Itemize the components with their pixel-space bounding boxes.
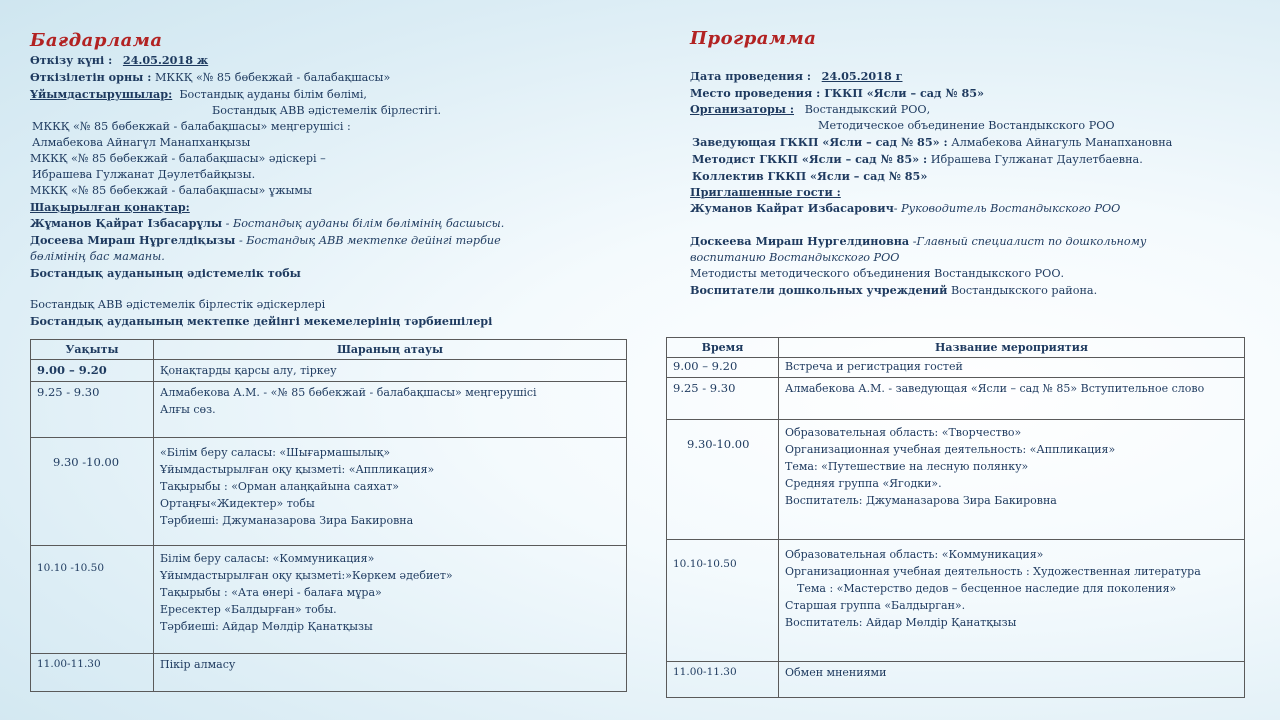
event-line: Тәрбиеші: Айдар Мөлдір Қанатқызы [160,620,373,633]
table-row [667,378,1245,420]
table-row [31,360,627,382]
table-row [31,438,627,546]
ru-head-role: Заведующая ГККП «Ясли – сад № 85» : [692,135,948,149]
kz-head-name: Алмабекова Айнагүл Манапханқызы [32,136,251,149]
event-line: Организационная учебная деятельность: «Аппликация» [785,443,1116,456]
ru-row-event [779,378,1245,420]
event-line: Білім беру саласы: «Коммуникация» [160,552,375,565]
kz-row-time [31,546,154,654]
time-text: 10.10-10.50 [673,558,737,570]
event-line: Тақырыбы : «Ата өнері - балаға мұра» [160,586,382,599]
event-line: Обмен мнениями [785,666,887,679]
ru-col-time-header: Время [667,338,779,358]
kz-row-event [154,546,627,654]
ru-blank [690,217,1172,233]
ru-row-event [779,358,1245,378]
ru-place: Место проведения : ГККП «Ясли – сад № 85» [690,86,985,100]
ru-organizers-value: Востандыкский РОО, [804,103,931,116]
event-line: Ұйымдастырылған оқу қызметі: «Аппликация» [160,463,435,476]
ru-organizers-label: Организаторы : [690,102,795,116]
event-line: Образовательная область: «Творчество» [785,426,1022,439]
ru-head-name: Алмабекова Айнагуль Манапхановна [951,136,1173,149]
table-header-row [31,340,627,360]
kz-row-event [154,654,627,692]
kz-row-event [154,382,627,438]
table-row [667,540,1245,662]
time-text: 9.30 -10.00 [53,455,120,469]
event-line: Воспитатель: Айдар Мөлдір Қанатқызы [785,616,1017,629]
ru-teachers-value: Востандыкского района. [947,284,1098,297]
ru-organizer-2: Методическое объединение Востандыкского РОО [818,119,1115,132]
kz-organizer-2: Бостандық АВВ әдістемелік бірлестігі. [212,104,442,117]
event-line: Алмабекова А.М. - «№ 85 бөбекжай - балабақшасы» меңгерушісі [160,386,537,399]
kz-methodists: Бостандық АВВ әдістемелік бірлестік әдіскерлері [30,298,326,311]
table-row [31,546,627,654]
kz-col-time-header: Уақыты [31,340,154,360]
event-line: Воспитатель: Джуманазарова Зира Бакировна [785,494,1057,507]
event-line: Организационная учебная деятельность : Художественная литература [785,565,1201,578]
ru-methodist-name: Ибрашева Гулжанат Даулетбаевна. [930,153,1143,166]
kz-header-info [30,52,504,329]
time-text: 10.10 -10.50 [37,562,105,574]
kz-guests-label: Шақырылған қонақтар: [30,200,190,214]
event-line: Ересектер «Балдырған» тобы. [160,603,337,616]
kz-row-time [31,438,154,546]
ru-title: Программа [690,28,817,49]
ru-collective: Коллектив ГККП «Ясли – сад № 85» [692,169,928,183]
table-row [667,358,1245,378]
event-line: «Білім беру саласы: «Шығармашылық» [160,446,391,459]
kz-guest-2-role: - Бостандық АВВ мектепке дейінгі тәрбие [235,234,501,247]
event-line: Тақырыбы : «Орман алаңқайына саяхат» [160,480,400,493]
ru-row-event [779,662,1245,698]
kz-guest-1-name: Жұманов Қайрат Ізбасарұлы [30,216,223,230]
kz-row-time: 11.00-11.30 [31,654,154,692]
ru-date-value: 24.05.2018 г [821,69,903,83]
ru-teachers-label: Воспитатели дошкольных учреждений [690,283,948,297]
table-header-row [667,338,1245,358]
ru-date-label: Дата проведения : [690,69,811,83]
ru-methodist-role: Методист ГККП «Ясли – сад № 85» : [692,152,928,166]
ru-schedule-table [666,337,1245,698]
kz-organizers-label: Ұйымдастырушылар: [30,87,173,101]
ru-guest-2-name: Доскеева Мираш Нургелдиновна [690,234,910,248]
event-line: Тема : «Мастерство дедов – бесценное наследие для поколения» [797,582,1177,595]
kz-collective: МККҚ «№ 85 бөбекжай - балабақшасы» ұжымы [30,184,313,197]
table-row [31,654,627,692]
kz-date-value: 24.05.2018 ж [122,53,209,67]
kz-row-time: 9.00 – 9.20 [31,360,154,382]
ru-row-time [667,420,779,540]
kz-row-time: 9.25 - 9.30 [31,382,154,438]
ru-row-event [779,540,1245,662]
kz-title: Бағдарлама [30,30,163,51]
event-line: Средняя группа «Ягодки». [785,477,942,490]
event-line: Тема: «Путешествие на лесную полянку» [785,460,1029,473]
table-row [667,420,1245,540]
ru-guests-label: Приглашенные гости : [690,185,841,199]
event-line: Тәрбиеші: Джуманазарова Зира Бакировна [160,514,414,527]
event-line: Пікір алмасу [160,658,236,671]
ru-guest-2-role: -Главный специалист по дошкольному [909,235,1147,248]
ru-row-event [779,420,1245,540]
event-line: Ортаңғы«Жидектер» тобы [160,497,315,510]
ru-methodists: Методисты методического объединения Востандыкского РОО. [690,267,1065,280]
kz-guest-2-name: Досеева Мираш Нұргелдіқызы [30,233,236,247]
kz-methodist-role: МККҚ «№ 85 бөбекжай - балабақшасы» әдіскері – [30,152,326,165]
event-line: Қонақтарды қарсы алу, тіркеу [160,364,337,377]
event-line: Старшая группа «Балдырган». [785,599,966,612]
kz-head-role: МККҚ «№ 85 бөбекжай - балабақшасы» меңгерушісі : [32,120,351,133]
table-row [31,382,627,438]
kz-methodist-name: Ибрашева Гулжанат Дәулетбайқызы. [32,168,256,181]
event-line: Ұйымдастырылған оқу қызметі:»Көркем әдебиет» [160,569,453,582]
ru-row-time [667,540,779,662]
ru-guest-1-name: Жуманов Кайрат Избасарович [690,201,894,215]
time-text: 9.30-10.00 [687,437,750,451]
ru-guest-2-role-cont: воспитанию Востандыкского РОО [690,251,900,264]
kz-teachers: Бостандық ауданының мектепке дейінгі мекемелерінің тәрбиешілері [30,314,493,328]
kz-method-group: Бостандық ауданының әдістемелік тобы [30,266,301,280]
kz-guest-2-role-cont: бөлімінің бас маманы. [30,250,165,263]
kz-blank [30,281,504,297]
ru-header-info [690,68,1172,299]
ru-guest-1-role: - Руководитель Востандыкского РОО [893,202,1121,215]
ru-row-time: 11.00-11.30 [667,662,779,698]
table-row [667,662,1245,698]
ru-row-time: 9.25 - 9.30 [667,378,779,420]
kz-schedule-table [30,339,627,692]
event-line: Алғы сөз. [160,403,216,416]
kz-date-label: Өткізу күні : [30,53,113,67]
ru-row-time: 9.00 – 9.20 [667,358,779,378]
kz-row-event [154,438,627,546]
ru-col-name-header: Название мероприятия [779,338,1245,358]
kz-place-value: МККҚ «№ 85 бөбекжай - балабақшасы» [154,71,391,84]
kz-col-name-header: Шараның атауы [154,340,627,360]
kz-row-event [154,360,627,382]
event-line: Образовательная область: «Коммуникация» [785,548,1044,561]
event-line: Встреча и регистрация гостей [785,360,963,373]
event-line: Алмабекова А.М. - заведующая «Ясли – сад № 85» Вступительное слово [785,382,1205,395]
kz-place-label: Өткізілетін орны : [30,70,152,84]
kz-organizers-value: Бостандық ауданы білім бөлімі, [179,88,367,101]
kz-guest-1-role: - Бостандық ауданы білім бөлімінің басшысы. [222,217,505,230]
